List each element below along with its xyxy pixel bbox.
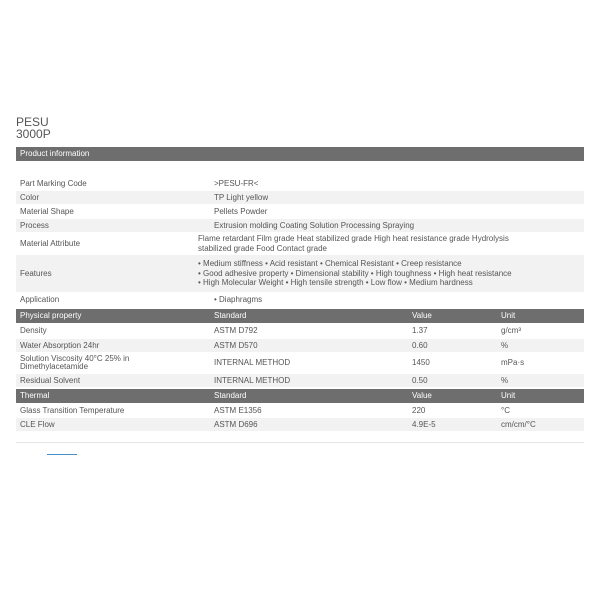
table-bottom-divider	[16, 442, 584, 443]
thermal-unit-header: Unit	[501, 391, 516, 400]
physical-title: Physical property	[20, 311, 82, 320]
property-unit: %	[501, 341, 509, 350]
property-standard: ASTM D792	[214, 326, 258, 335]
thermal-row-glass-transition	[16, 404, 584, 417]
property-label: Water Absorption 24hr	[20, 341, 100, 350]
physical-row-density	[16, 324, 584, 338]
property-label: Glass Transition Temperature	[20, 406, 125, 415]
property-standard: ASTM E1356	[214, 406, 262, 415]
property-unit: mPa·s	[501, 358, 525, 367]
property-label: Residual Solvent	[20, 376, 81, 385]
property-value: 1.37	[412, 326, 428, 335]
physical-unit-header: Unit	[501, 311, 516, 320]
property-label: Density	[20, 326, 47, 335]
physical-standard-header: Standard	[214, 311, 247, 320]
thermal-header	[16, 389, 584, 403]
info-value: Extrusion molding Coating Solution Processing Spraying	[214, 221, 415, 230]
attribute-line: Flame retardant Film grade Heat stabilized grade High heat resistance grade Hydrolysis	[198, 234, 509, 243]
product-name: PESU	[16, 115, 49, 129]
property-label-line: Dimethylacetamide	[20, 362, 89, 371]
physical-row-solution-viscosity	[16, 353, 584, 373]
thermal-title: Thermal	[20, 391, 50, 400]
physical-value-header: Value	[412, 311, 432, 320]
feature-line: • Good adhesive property • Dimensional stability • High toughness • High heat resistance	[198, 268, 512, 278]
thermal-value-header: Value	[412, 391, 432, 400]
info-label: Application	[20, 295, 60, 304]
info-label: Color	[20, 193, 40, 202]
property-unit: cm/cm/°C	[501, 420, 536, 429]
property-standard: INTERNAL METHOD	[214, 358, 291, 367]
info-row-material-shape	[16, 205, 584, 218]
info-label: Part Marking Code	[20, 179, 87, 188]
property-value: 0.60	[412, 341, 428, 350]
info-row-color	[16, 191, 584, 204]
info-value: >PESU-FR<	[214, 179, 259, 188]
info-label: Features	[20, 269, 52, 278]
info-value: TP Light yellow	[214, 193, 269, 202]
info-row-part-marking	[16, 178, 584, 190]
physical-row-water-absorption	[16, 339, 584, 352]
property-value: 4.9E-5	[412, 420, 436, 429]
physical-row-residual-solvent	[16, 374, 584, 387]
property-label	[20, 355, 129, 371]
info-row-process	[16, 219, 584, 232]
info-value: Pellets Powder	[214, 207, 268, 216]
property-value: 0.50	[412, 376, 428, 385]
property-standard: ASTM D696	[214, 420, 258, 429]
property-standard: INTERNAL METHOD	[214, 376, 291, 385]
thermal-standard-header: Standard	[214, 391, 247, 400]
property-value: 1450	[412, 358, 430, 367]
physical-property-header	[16, 309, 584, 323]
property-unit: °C	[501, 406, 510, 415]
property-unit: %	[501, 376, 509, 385]
info-row-application	[16, 293, 584, 306]
feature-line: • Medium stiffness • Acid resistant • Chemical Resistant • Creep resistance	[198, 259, 462, 268]
product-grade: 3000P	[16, 127, 51, 141]
property-standard: ASTM D570	[214, 341, 258, 350]
product-info-title: Product information	[20, 149, 90, 158]
property-label: CLE Flow	[20, 420, 55, 429]
thermal-row-cle-flow	[16, 418, 584, 431]
features-lines	[198, 259, 512, 288]
info-label: Process	[20, 221, 49, 230]
property-label-line: Solution Viscosity 40°C 25% in	[20, 354, 130, 363]
footer-link-underline	[47, 454, 77, 455]
property-value: 220	[412, 406, 426, 415]
product-info-header	[16, 147, 584, 161]
material-attribute-lines	[198, 234, 509, 253]
property-unit: g/cm³	[501, 326, 521, 335]
info-label: Material Shape	[20, 207, 74, 216]
product-title	[16, 116, 51, 140]
feature-line: • High Molecular Weight • High tensile strength • Low flow • Medium hardness	[198, 278, 473, 287]
info-label: Material Attribute	[20, 239, 81, 248]
info-value: • Diaphragms	[214, 295, 263, 304]
attribute-line: stabilized grade Food Contact grade	[198, 243, 327, 253]
